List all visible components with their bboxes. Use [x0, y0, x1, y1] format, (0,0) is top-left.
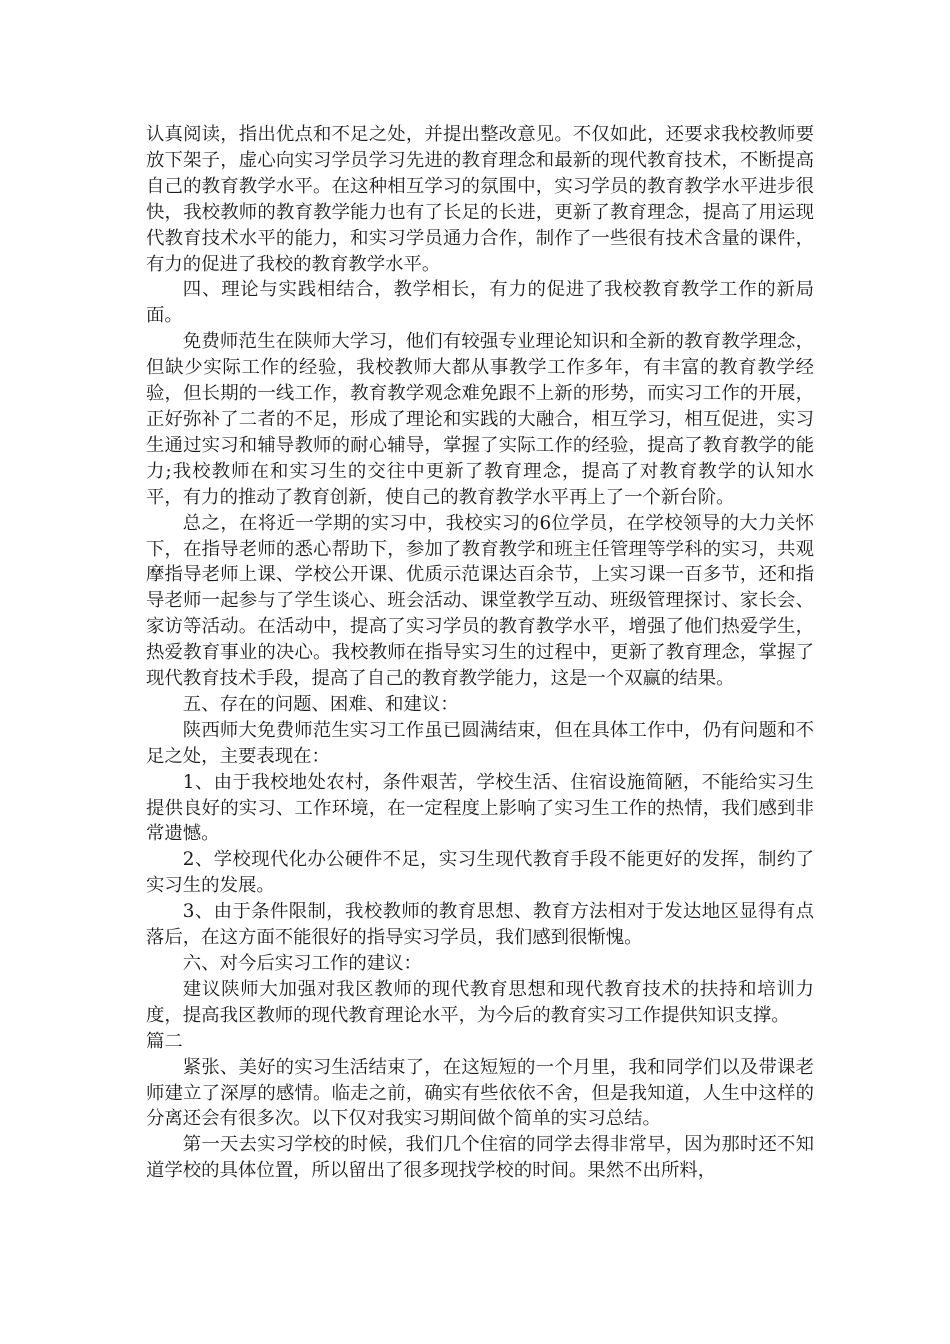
list-item: 3、由于条件限制，我校教师的教育思想、教育方法相对于发达地区显得有点落后，在这方面不能很好的指导实习学员，我们感到很惭愧。 [146, 901, 814, 949]
paragraph: 陕西师大免费师范生实习工作虽已圆满结束，但在具体工作中，仍有问题和不足之处，主要表现在： [146, 719, 814, 767]
section-heading-six: 六、对今后实习工作的建议： [182, 953, 422, 974]
paragraph: 建议陕师大加强对我区教师的现代教育思想和现代教育技术的扶持和培训力度，提高我区教师的现代教育理论水平，为今后的教育实习工作提供知识支撑。 [146, 978, 814, 1026]
paragraph: 第一天去实习学校的时候，我们几个住宿的同学去得非常早，因为那时还不知道学校的具体位置，所以留出了很多现找学校的时间。果然不出所料， [146, 1134, 814, 1182]
paragraph-continuation: 认真阅读，指出优点和不足之处，并提出整改意见。不仅如此，还要求我校教师要放下架子，虚心向实习学员学习先进的教育理念和最新的现代教育技术，不断提高自己的教育教学水平。在这种相互学习的氛围中，实习学员的教育教学水平进步很快，我校教师的教育教学能力也有了长足的长进，更新了教育理念，提高了用运现代教育技术水平的能力，和实习学员通力合作，制作了一些很有技术含量的课件，有力的促进了我校的教育教学水平。 [146, 124, 814, 275]
paragraph-summary: 总之，在将近一学期的实习中，我校实习的6位学员，在学校领导的大力关怀下，在指导老师的悉心帮助下，参加了教育教学和班主任管理等学科的实习，共观摩指导老师上课、学校公开课、优质示范课达百余节，上实习课一百多节，还和指导老师一起参与了学生谈心、班会活动、课堂教学互动、班级管理探讨、家长会、家访等活动。在活动中，提高了实习学员的教育教学水平，增强了他们热爱学生，热爱教育事业的决心。我校教师在指导实习生的过程中，更新了教育理念，掌握了现代教育技术手段，提高了自己的教育教学能力，这是一个双赢的结果。 [146, 512, 814, 690]
list-item: 1、由于我校地处农村，条件艰苦，学校生活、住宿设施简陋，不能给实习生提供良好的实习、工作环境，在一定程度上影响了实习生工作的热情，我们感到非常遗憾。 [146, 771, 814, 845]
part-heading: 篇二 [146, 1030, 183, 1052]
list-item: 2、学校现代化办公硬件不足，实习生现代教育手段不能更好的发挥，制约了实习生的发展。 [146, 849, 814, 897]
paragraph: 紧张、美好的实习生活结束了，在这短短的一个月里，我和同学们以及带课老师建立了深厚的感情。临走之前，确实有些依依不舍，但是我知道，人生中这样的分离还会有很多次。以下仅对我实习期间做个简单的实习总结。 [146, 1056, 814, 1130]
paragraph: 免费师范生在陕师大学习，他们有较强专业理论知识和全新的教育教学理念，但缺少实际工作的经验，我校教师大都从事教学工作多年，有丰富的教育教学经验，但长期的一线工作，教育教学观念难免跟不上新的形势，而实习工作的开展，正好弥补了二者的不足，形成了理论和实践的大融合，相互学习，相互促进，实习生通过实习和辅导教师的耐心辅导，掌握了实际工作的经验，提高了教育教学的能力;我校教师在和实习生的交往中更新了教育理念，提高了对教育教学的认知水平，有力的推动了教育创新，使自己的教育教学水平再上了一个新台阶。 [146, 331, 814, 508]
section-heading-four: 四、理论与实践相结合，教学相长，有力的促进了我校教育教学工作的新局面。 [146, 279, 814, 327]
section-heading-five: 五、存在的问题、困难、和建议： [182, 693, 459, 715]
document-body [146, 122, 814, 1184]
